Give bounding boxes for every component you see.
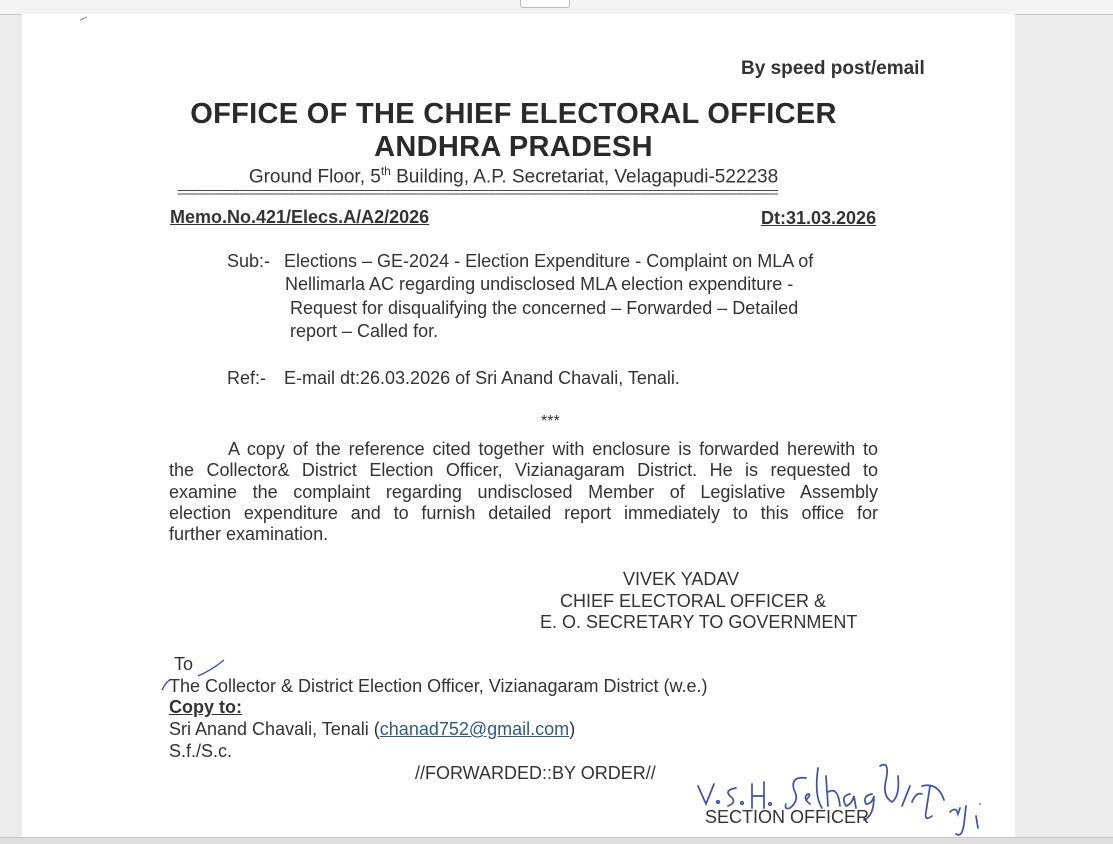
subject-label: Sub:- bbox=[227, 251, 271, 271]
body-line: A copy of the reference cited together with enclosure is forwarded herewith to bbox=[228, 439, 878, 459]
copy-to-label: Copy to: bbox=[169, 697, 242, 717]
memo-number: Memo.No.421/Elecs.A/A2/2026 bbox=[170, 207, 430, 227]
reference-text: E-mail dt:26.03.2026 of Sri Anand Chavali, Tenali. bbox=[284, 368, 680, 388]
forwarded-by-order: //FORWARDED::BY ORDER// bbox=[415, 763, 656, 783]
office-state: ANDHRA PRADESH bbox=[374, 131, 653, 163]
email-link[interactable]: chanad752@gmail.com bbox=[379, 719, 570, 739]
copy-to-recipient bbox=[169, 719, 575, 740]
copy-to-name: Sri Anand Chavali, Tenali ( bbox=[169, 719, 380, 739]
section-separator: *** bbox=[541, 413, 560, 430]
document-page bbox=[22, 14, 1015, 837]
body-line: election expenditure and to furnish detailed report immediately to this office for bbox=[169, 503, 878, 523]
handwritten-signature bbox=[694, 756, 984, 841]
subject-line: report – Called for. bbox=[290, 321, 439, 341]
toolbar-toggle-tab[interactable] bbox=[520, 0, 570, 8]
section-officer: SECTION OFFICER bbox=[705, 807, 870, 827]
signatory-name: VIVEK YADAV bbox=[623, 569, 740, 589]
file-copy-note: S.f./S.c. bbox=[169, 741, 233, 761]
reference-label: Ref:- bbox=[227, 368, 267, 388]
subject-line: Nellimarla AC regarding undisclosed MLA election expenditure - bbox=[285, 274, 794, 294]
body-line: the Collector& District Election Officer, Vizianagaram District. He is requested to bbox=[169, 460, 878, 480]
body-line: further examination. bbox=[169, 524, 329, 544]
viewer-toolbar bbox=[0, 0, 1113, 15]
address-sup: th bbox=[380, 164, 391, 178]
scan-speck bbox=[78, 14, 90, 24]
body-line: examine the complaint regarding undisclosed Member of Legislative Assembly bbox=[169, 482, 878, 502]
office-address bbox=[22, 164, 1005, 188]
signatory-designation: E. O. SECRETARY TO GOVERNMENT bbox=[540, 612, 858, 632]
dispatch-mode: By speed post/email bbox=[741, 58, 925, 79]
to-label: To bbox=[174, 654, 194, 674]
memo-date: Dt:31.03.2026 bbox=[761, 208, 877, 228]
addressee-text: The Collector & District Election Officer, Vizianagaram District (w.e.) bbox=[169, 676, 708, 696]
signatory-designation: CHIEF ELECTORAL OFFICER & bbox=[560, 591, 827, 611]
address-post: Building, A.P. Secretariat, Velagapudi-522238 bbox=[390, 166, 779, 188]
address-pre: Ground Floor, 5 bbox=[248, 166, 381, 188]
subject-line: Elections – GE-2024 - Election Expenditure - Complaint on MLA of bbox=[284, 251, 814, 271]
subject-line: Request for disqualifying the concerned – Forwarded – Detailed bbox=[290, 298, 799, 318]
office-title: OFFICE OF THE CHIEF ELECTORAL OFFICER bbox=[190, 98, 837, 130]
header-separator: ======================================================================================= bbox=[177, 186, 778, 200]
copy-to-close: ) bbox=[569, 719, 576, 739]
